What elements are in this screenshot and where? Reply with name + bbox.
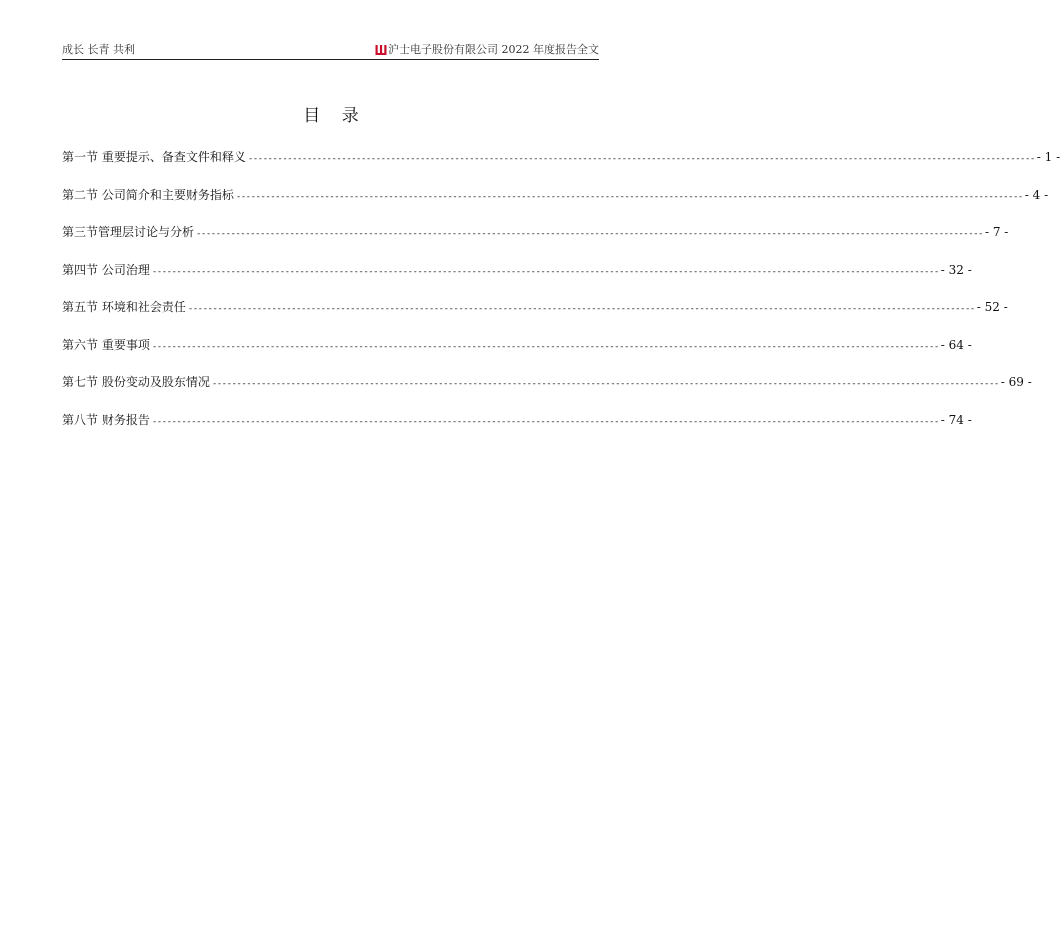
toc-entry-title: 第八节 财务报告 (62, 412, 150, 427)
toc-entry-title: 第四节 公司治理 (62, 262, 150, 277)
toc-entry[interactable] (62, 148, 1060, 186)
toc-leader: ---------------------------------------------------------------------------------------------------------------------------------------------------------------- (196, 229, 983, 239)
toc-entry-title: 第三节管理层讨论与分析 (62, 225, 195, 239)
toc-entry-page: - 64 - (940, 337, 972, 352)
toc-leader: ---------------------------------------------------------------------------------------------------------------------------------------------------------------- (247, 154, 1035, 164)
toc-leader: ---------------------------------------------------------------------------------------------------------------------------------------------------------------- (235, 191, 1023, 202)
toc-entry-page: - 7 - (984, 225, 1009, 239)
toc-entry[interactable] (62, 261, 972, 299)
toc-entry-page: - 52 - (976, 300, 1008, 314)
toc-entry-page: - 32 - (940, 262, 972, 277)
toc-leader: ---------------------------------------------------------------------------------------------------------------------------------------------------------------- (151, 266, 939, 277)
toc-leader: ---------------------------------------------------------------------------------------------------------------------------------------------------------------- (187, 304, 975, 314)
toc-entry-title: 第一节 重要提示、备查文件和释义 (62, 150, 246, 164)
toc-entry[interactable] (62, 373, 1032, 411)
toc-entry[interactable] (62, 298, 1008, 336)
header-company (375, 42, 599, 58)
page-header (62, 42, 599, 60)
toc-leader: ---------------------------------------------------------------------------------------------------------------------------------------------------------------- (151, 416, 939, 427)
toc-entry[interactable] (62, 336, 972, 374)
toc-leader: ---------------------------------------------------------------------------------------------------------------------------------------------------------------- (151, 341, 939, 352)
toc-entry-title: 第六节 重要事项 (62, 337, 150, 352)
toc-entry-title: 第五节 环境和社会责任 (62, 300, 186, 314)
toc-title: 目 录 (303, 106, 367, 126)
toc-entry-page: - 1 - (1036, 150, 1060, 164)
toc-entry-title: 第二节 公司简介和主要财务指标 (62, 187, 234, 202)
table-of-contents (62, 148, 1060, 448)
toc-entry-title: 第七节 股份变动及股东情况 (62, 375, 210, 389)
header-slogan: 成长 长青 共利 (62, 43, 135, 56)
hushi-logo-icon (375, 44, 387, 56)
toc-entry-page: - 74 - (940, 412, 972, 427)
toc-entry-page: - 4 - (1024, 187, 1049, 202)
toc-entry[interactable] (62, 223, 1009, 261)
toc-entry-page: - 69 - (1000, 375, 1032, 389)
toc-entry[interactable] (62, 186, 1049, 224)
toc-entry[interactable] (62, 411, 972, 449)
toc-leader: ---------------------------------------------------------------------------------------------------------------------------------------------------------------- (211, 379, 999, 389)
header-company-name: 沪士电子股份有限公司 2022 年度报告全文 (388, 43, 599, 56)
